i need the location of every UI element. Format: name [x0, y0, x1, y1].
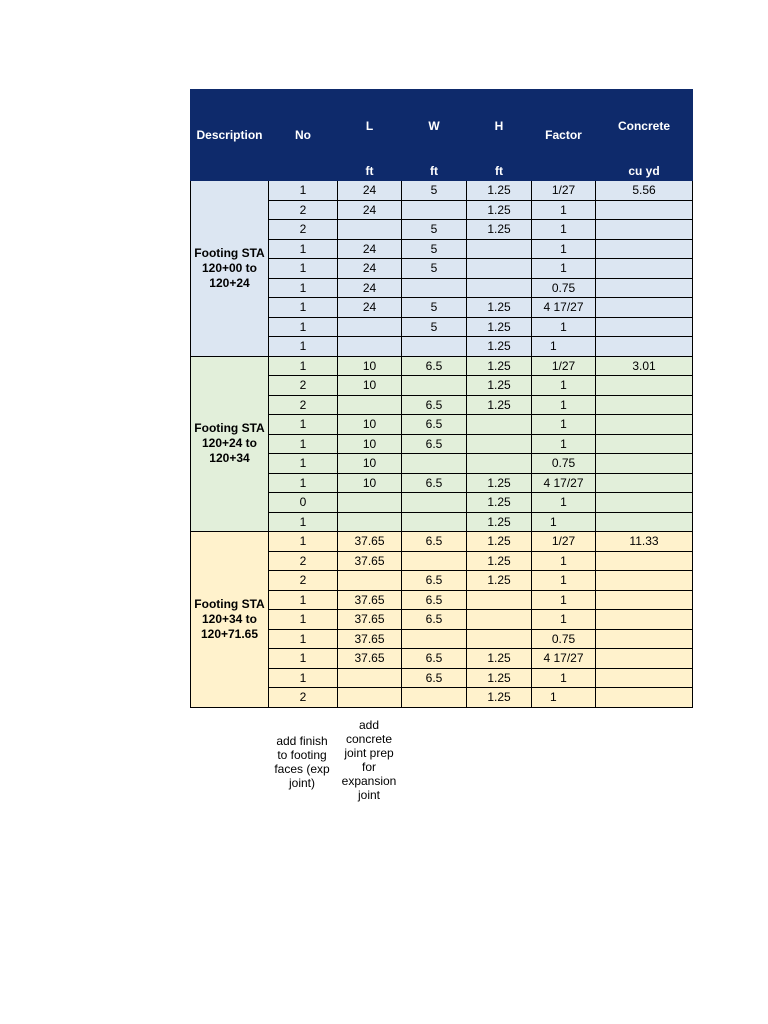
- cell-factor: 1: [532, 668, 596, 688]
- cell-no: 1: [269, 454, 338, 474]
- cell-h: 1.25: [467, 649, 532, 669]
- cell-no: 0: [269, 493, 338, 513]
- cell-no: 1: [269, 356, 338, 376]
- cell-w: [402, 454, 467, 474]
- cell-no: 2: [269, 688, 338, 708]
- cell-factor: 1: [532, 512, 596, 532]
- cell-h: [467, 629, 532, 649]
- cell-h: [467, 454, 532, 474]
- header-h: H: [467, 90, 532, 162]
- cell-concrete: [596, 668, 693, 688]
- cell-factor: 1/27: [532, 356, 596, 376]
- cell-factor: 4 17/27: [532, 298, 596, 318]
- cell-no: 1: [269, 473, 338, 493]
- cell-w: 6.5: [402, 532, 467, 552]
- cell-w: 6.5: [402, 473, 467, 493]
- cell-concrete: [596, 454, 693, 474]
- cell-w: [402, 629, 467, 649]
- cell-h: 1.25: [467, 337, 532, 357]
- cell-no: 1: [269, 337, 338, 357]
- cell-concrete: [596, 317, 693, 337]
- cell-no: 1: [269, 181, 338, 201]
- cell-no: 2: [269, 220, 338, 240]
- cell-no: 1: [269, 590, 338, 610]
- cell-l: 10: [338, 454, 402, 474]
- cell-factor: 1/27: [532, 532, 596, 552]
- cell-factor: 0.75: [532, 454, 596, 474]
- cell-l: 37.65: [338, 590, 402, 610]
- cell-w: 5: [402, 298, 467, 318]
- cell-w: [402, 512, 467, 532]
- cell-h: [467, 434, 532, 454]
- cell-factor: 1: [532, 610, 596, 630]
- header-concrete-unit: cu yd: [596, 162, 693, 181]
- table-row: [191, 181, 693, 201]
- cell-l: 24: [338, 259, 402, 279]
- cell-w: 6.5: [402, 668, 467, 688]
- cell-factor: 1: [532, 239, 596, 259]
- cell-concrete: [596, 434, 693, 454]
- cell-w: [402, 688, 467, 708]
- cell-no: 1: [269, 610, 338, 630]
- header-factor: Factor: [532, 90, 596, 181]
- cell-h: [467, 239, 532, 259]
- cell-w: 5: [402, 181, 467, 201]
- cell-h: [467, 590, 532, 610]
- cell-l: 10: [338, 356, 402, 376]
- cell-concrete: 5.56: [596, 181, 693, 201]
- cell-concrete: [596, 473, 693, 493]
- cell-concrete: 11.33: [596, 532, 693, 552]
- cell-concrete: [596, 395, 693, 415]
- cell-w: 6.5: [402, 434, 467, 454]
- cell-no: 1: [269, 415, 338, 435]
- cell-l: 24: [338, 181, 402, 201]
- cell-h: 1.25: [467, 493, 532, 513]
- cell-factor: 0.75: [532, 629, 596, 649]
- group-description: Footing STA 120+24 to 120+34: [191, 356, 269, 532]
- cell-no: 2: [269, 551, 338, 571]
- cell-l: 24: [338, 278, 402, 298]
- cell-concrete: [596, 298, 693, 318]
- cell-l: [338, 317, 402, 337]
- cell-l: 10: [338, 434, 402, 454]
- cell-l: 10: [338, 376, 402, 396]
- cell-w: 6.5: [402, 415, 467, 435]
- group-description: Footing STA 120+34 to 120+71.65: [191, 532, 269, 708]
- cell-l: [338, 493, 402, 513]
- note-add-finish: add finish to footing faces (exp joint): [274, 734, 330, 790]
- cell-no: 1: [269, 629, 338, 649]
- cell-w: [402, 278, 467, 298]
- cell-factor: 4 17/27: [532, 473, 596, 493]
- cell-h: 1.25: [467, 571, 532, 591]
- cell-factor: 0.75: [532, 278, 596, 298]
- table-row: [191, 356, 693, 376]
- cell-h: 1.25: [467, 317, 532, 337]
- cell-h: [467, 415, 532, 435]
- cell-h: [467, 259, 532, 279]
- header-concrete: Concrete: [596, 90, 693, 162]
- cell-factor: 1: [532, 200, 596, 220]
- header-no: No: [269, 90, 338, 181]
- cell-no: 1: [269, 239, 338, 259]
- cell-l: 24: [338, 200, 402, 220]
- cell-h: 1.25: [467, 473, 532, 493]
- cell-w: [402, 337, 467, 357]
- cell-w: 6.5: [402, 610, 467, 630]
- cell-w: 6.5: [402, 649, 467, 669]
- cell-concrete: [596, 376, 693, 396]
- cell-h: 1.25: [467, 200, 532, 220]
- cell-concrete: [596, 649, 693, 669]
- cell-no: 1: [269, 317, 338, 337]
- cell-factor: 1: [532, 493, 596, 513]
- cell-w: [402, 376, 467, 396]
- cell-w: 5: [402, 259, 467, 279]
- cell-h: 1.25: [467, 356, 532, 376]
- cell-l: [338, 688, 402, 708]
- header-l-unit: ft: [338, 162, 402, 181]
- cell-l: [338, 220, 402, 240]
- cell-w: 5: [402, 317, 467, 337]
- cell-w: 6.5: [402, 395, 467, 415]
- cell-l: [338, 668, 402, 688]
- header-h-unit: ft: [467, 162, 532, 181]
- cell-h: 1.25: [467, 668, 532, 688]
- cell-w: 6.5: [402, 590, 467, 610]
- cell-w: 5: [402, 239, 467, 259]
- cell-l: 37.65: [338, 629, 402, 649]
- cell-h: 1.25: [467, 512, 532, 532]
- cell-factor: 1: [532, 395, 596, 415]
- header-l: L: [338, 90, 402, 162]
- cell-no: 1: [269, 512, 338, 532]
- note-add-joint-prep: add concrete joint prep for expansion joint: [341, 718, 397, 802]
- concrete-quantity-table: [190, 89, 693, 708]
- cell-w: 6.5: [402, 356, 467, 376]
- cell-concrete: [596, 512, 693, 532]
- cell-no: 2: [269, 200, 338, 220]
- table-body: [191, 181, 693, 708]
- cell-l: 37.65: [338, 649, 402, 669]
- cell-concrete: [596, 551, 693, 571]
- cell-no: 1: [269, 668, 338, 688]
- table-row: [191, 532, 693, 552]
- cell-w: [402, 200, 467, 220]
- cell-l: 24: [338, 239, 402, 259]
- cell-factor: 1: [532, 434, 596, 454]
- cell-h: 1.25: [467, 395, 532, 415]
- cell-h: 1.25: [467, 688, 532, 708]
- cell-no: 2: [269, 571, 338, 591]
- cell-h: 1.25: [467, 220, 532, 240]
- cell-no: 1: [269, 278, 338, 298]
- cell-concrete: [596, 415, 693, 435]
- cell-no: 1: [269, 532, 338, 552]
- cell-h: 1.25: [467, 532, 532, 552]
- cell-l: 37.65: [338, 610, 402, 630]
- cell-h: 1.25: [467, 181, 532, 201]
- cell-no: 2: [269, 395, 338, 415]
- cell-l: [338, 512, 402, 532]
- cell-factor: 1: [532, 220, 596, 240]
- header-w: W: [402, 90, 467, 162]
- cell-w: [402, 551, 467, 571]
- cell-no: 2: [269, 376, 338, 396]
- cell-concrete: [596, 278, 693, 298]
- cell-l: [338, 337, 402, 357]
- cell-concrete: [596, 337, 693, 357]
- cell-w: [402, 493, 467, 513]
- cell-l: 37.65: [338, 551, 402, 571]
- cell-factor: 1: [532, 590, 596, 610]
- cell-concrete: [596, 590, 693, 610]
- cell-concrete: [596, 239, 693, 259]
- cell-factor: 1: [532, 551, 596, 571]
- cell-concrete: [596, 688, 693, 708]
- cell-factor: 1: [532, 337, 596, 357]
- cell-factor: 1: [532, 571, 596, 591]
- cell-w: 6.5: [402, 571, 467, 591]
- group-description: Footing STA 120+00 to 120+24: [191, 181, 269, 357]
- cell-factor: 4 17/27: [532, 649, 596, 669]
- header-w-unit: ft: [402, 162, 467, 181]
- cell-h: 1.25: [467, 551, 532, 571]
- cell-l: [338, 395, 402, 415]
- cell-factor: 1: [532, 688, 596, 708]
- cell-concrete: [596, 200, 693, 220]
- cell-l: 10: [338, 473, 402, 493]
- header-description: Description: [191, 90, 269, 181]
- cell-l: 24: [338, 298, 402, 318]
- cell-h: 1.25: [467, 298, 532, 318]
- cell-factor: 1: [532, 259, 596, 279]
- cell-l: [338, 571, 402, 591]
- cell-h: 1.25: [467, 376, 532, 396]
- cell-concrete: [596, 629, 693, 649]
- table-header: [191, 90, 693, 181]
- cell-concrete: 3.01: [596, 356, 693, 376]
- cell-concrete: [596, 259, 693, 279]
- cell-no: 1: [269, 649, 338, 669]
- cell-h: [467, 278, 532, 298]
- cell-h: [467, 610, 532, 630]
- cell-concrete: [596, 220, 693, 240]
- cell-factor: 1: [532, 376, 596, 396]
- cell-concrete: [596, 493, 693, 513]
- cell-concrete: [596, 571, 693, 591]
- cell-no: 1: [269, 298, 338, 318]
- cell-l: 10: [338, 415, 402, 435]
- cell-concrete: [596, 610, 693, 630]
- cell-factor: 1/27: [532, 181, 596, 201]
- cell-no: 1: [269, 434, 338, 454]
- cell-l: 37.65: [338, 532, 402, 552]
- cell-no: 1: [269, 259, 338, 279]
- cell-factor: 1: [532, 415, 596, 435]
- cell-factor: 1: [532, 317, 596, 337]
- cell-w: 5: [402, 220, 467, 240]
